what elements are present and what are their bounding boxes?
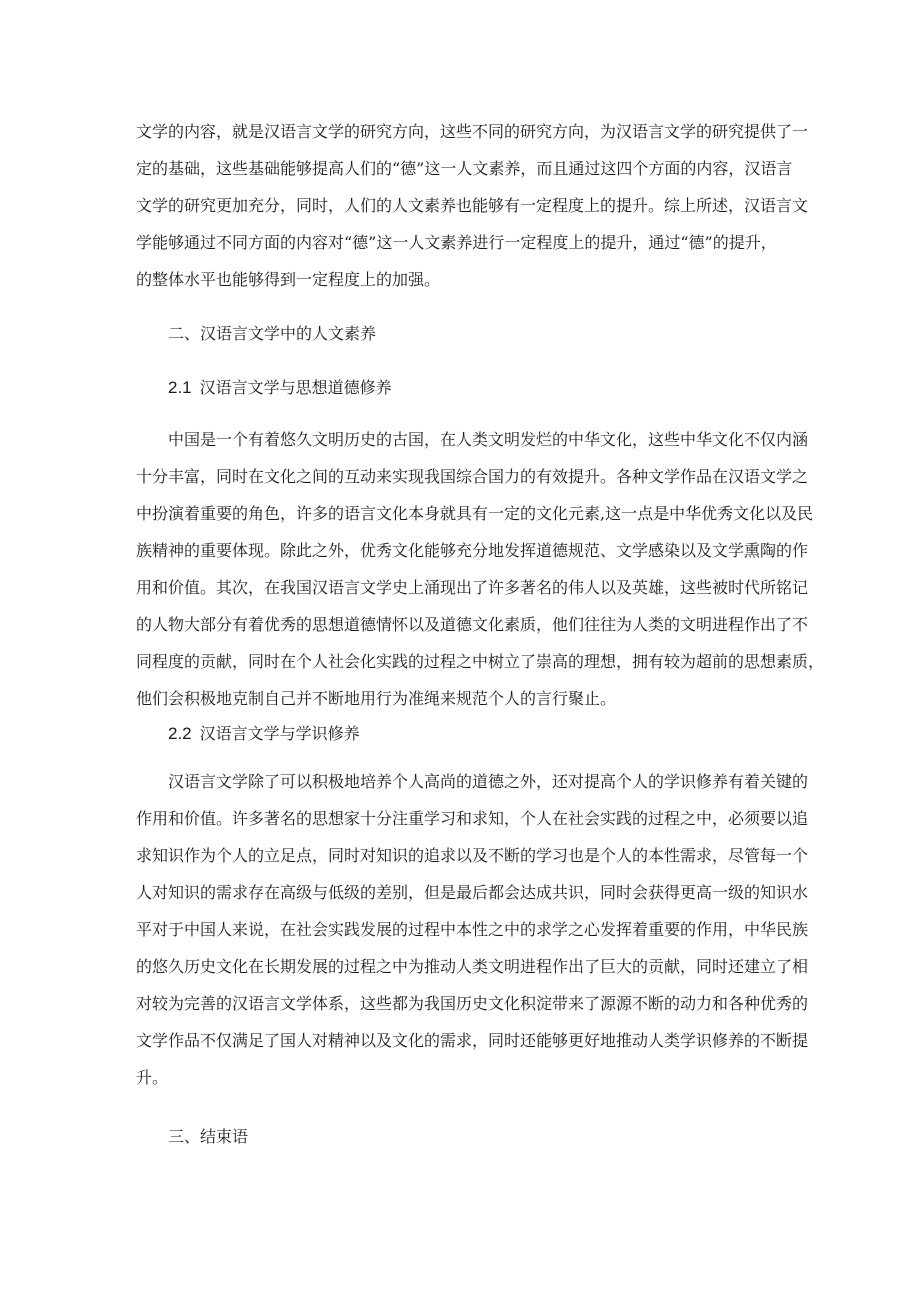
paragraph-line: 平对于中国人来说，在社会实践发展的过程中本性之中的求学之心发挥着重要的作用，中华民族 xyxy=(136,920,809,939)
paragraph-line: 学能够通过不同方面的内容对“德”这一人文素养进行一定程度上的提升，通过“德”的提升， xyxy=(136,233,777,252)
paragraph-line: 求知识作为个人的立足点，同时对知识的追求以及不断的学习也是个人的本性需求，尽管每一个 xyxy=(136,846,809,865)
section-heading: 二、汉语言文学中的人文素养 xyxy=(168,324,377,343)
paragraph-line: 的整体水平也能够得到一定程度上的加强。 xyxy=(136,270,441,289)
subsection-number: 2.1 xyxy=(168,378,192,397)
subsection-heading xyxy=(168,378,392,398)
paragraph-line: 的人物大部分有着优秀的思想道德情怀以及道德文化素质，他们往往为人类的文明进程作出了不 xyxy=(136,615,809,634)
paragraph-line: 他们会积极地克制自己并不断地用行为准绳来规范个人的言行聚止。 xyxy=(136,689,617,708)
paragraph-line: 升。 xyxy=(136,1068,169,1087)
paragraph-line: 人对知识的需求存在高级与低级的差别，但是最后都会达成共识，同时会获得更高一级的知识水 xyxy=(136,883,809,902)
section-heading: 三、结束语 xyxy=(168,1127,249,1146)
paragraph-line: 的悠久历史文化在长期发展的过程之中为推动人类文明进程作出了巨大的贡献，同时还建立了相 xyxy=(136,957,809,976)
paragraph-line: 对较为完善的汉语言文学体系，这些都为我国历史文化积淀带来了源源不断的动力和各种优秀的 xyxy=(136,994,809,1013)
paragraph-line: 同程度的贡献，同时在个人社会化实践的过程之中树立了崇高的理想，拥有较为超前的思想素质， xyxy=(136,652,825,671)
subsection-title: 汉语言文学与学识修养 xyxy=(199,724,360,743)
paragraph-line: 汉语言文学除了可以积极地培养个人高尚的道德之外，还对提高个人的学识修养有着关键的 xyxy=(168,772,809,791)
paragraph-line: 定的基础，这些基础能够提高人们的“德”这一人文素养，而且通过这四个方面的内容，汉语言 xyxy=(136,159,793,178)
paragraph-line: 文学作品不仅满足了国人对精神以及文化的需求，同时还能够更好地推动人类学识修养的不断提 xyxy=(136,1031,809,1050)
paragraph-line: 文学的研究更加充分，同时，人们的人文素养也能够有一定程度上的提升。综上所述，汉语言文 xyxy=(136,196,809,215)
paragraph-line: 十分丰富，同时在文化之间的互动来实现我国综合国力的有效提升。各种文学作品在汉语文学之 xyxy=(136,467,809,486)
subsection-number: 2.2 xyxy=(168,724,192,743)
paragraph-line: 用和价值。其次，在我国汉语言文学史上涌现出了许多著名的伟人以及英雄，这些被时代所铭记 xyxy=(136,578,809,597)
subsection-heading xyxy=(168,724,360,744)
paragraph-line: 文学的内容，就是汉语言文学的研究方向，这些不同的研究方向，为汉语言文学的研究提供了一 xyxy=(136,122,809,141)
paragraph-line: 作用和价值。许多著名的思想家十分注重学习和求知，个人在社会实践的过程之中，必须要以追 xyxy=(136,809,809,828)
subsection-title: 汉语言文学与思想道德修养 xyxy=(199,378,392,397)
paragraph-line: 族精神的重要体现。除此之外，优秀文化能够充分地发挥道德规范、文学感染以及文学熏陶的作 xyxy=(136,541,809,560)
paragraph-line: 中国是一个有着悠久文明历史的古国，在人类文明发烂的中华文化，这些中华文化不仅内涵 xyxy=(168,430,809,449)
paragraph-line: 中扮演着重要的角色，许多的语言文化本身就具有一定的文化元素,这一点是中华优秀文化以及民 xyxy=(136,504,814,523)
